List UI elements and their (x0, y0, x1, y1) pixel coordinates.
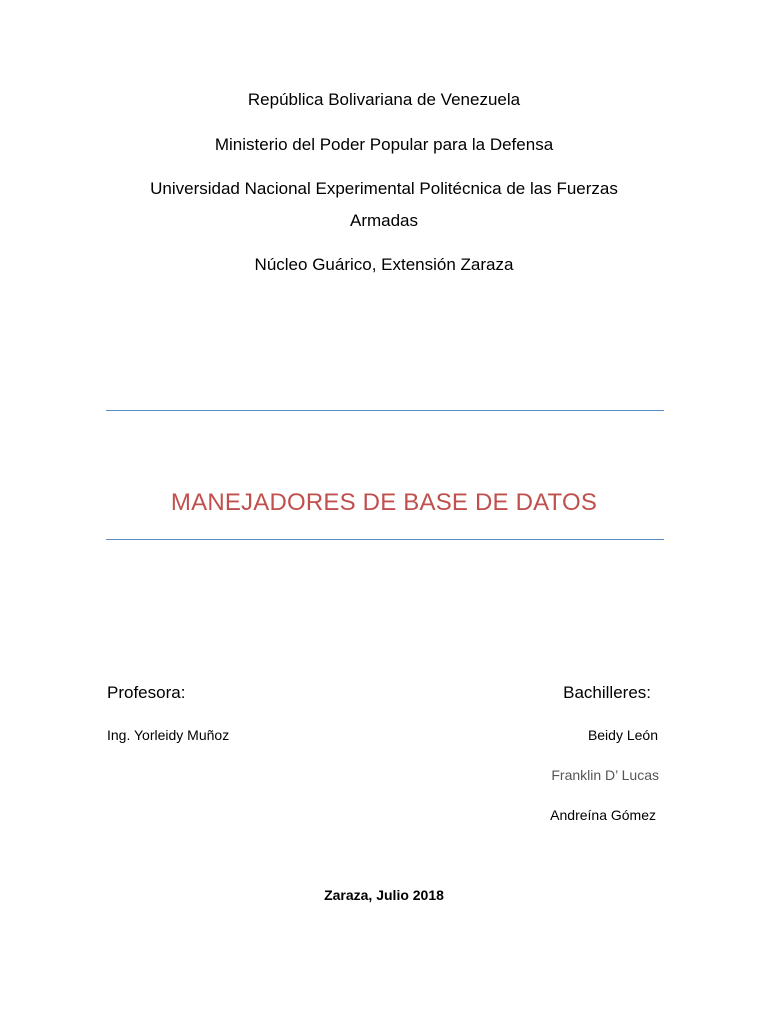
country-line: República Bolivariana de Venezuela (247, 90, 521, 109)
place-date: Zaraza, Julio 2018 (324, 887, 444, 903)
title-top-rule (106, 410, 664, 411)
campus-line: Núcleo Guárico, Extensión Zaraza (254, 255, 514, 274)
professor-name: Ing. Yorleidy Muñoz (107, 727, 230, 743)
student-name: Andreína Gómez (550, 807, 656, 823)
ministry-line: Ministerio del Poder Popular para la Defensa (214, 135, 554, 154)
document-title: MANEJADORES DE BASE DE DATOS (170, 489, 598, 516)
professor-label: Profesora: (107, 683, 186, 702)
students-label: Bachilleres: (563, 683, 651, 702)
student-name: Franklin D’ Lucas (551, 767, 659, 783)
student-name: Beidy León (587, 727, 658, 743)
university-line-continued: Armadas (349, 211, 419, 230)
title-bottom-rule (106, 539, 664, 540)
university-line: Universidad Nacional Experimental Politécnica de las Fuerzas (150, 179, 618, 198)
